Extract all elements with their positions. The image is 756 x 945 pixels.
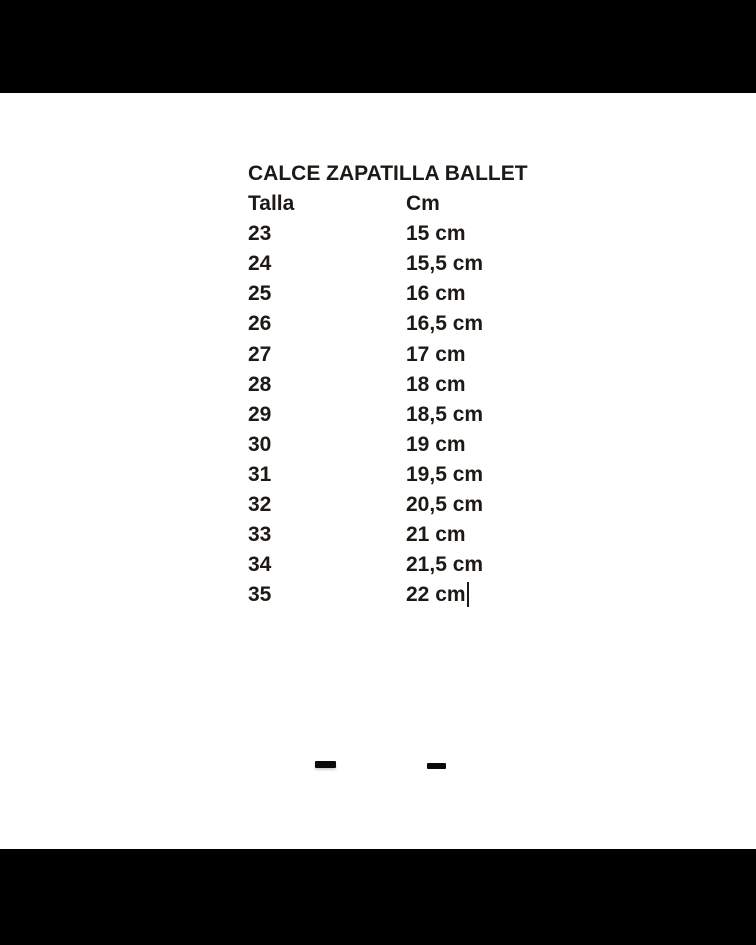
- talla-value: 31: [248, 462, 272, 486]
- table-row: [248, 249, 528, 279]
- talla-value: 34: [248, 553, 272, 577]
- column-header-talla: Talla: [248, 192, 295, 216]
- talla-value: 29: [248, 402, 272, 426]
- table-row: [248, 520, 528, 550]
- dash-mark-right: [427, 763, 446, 769]
- table-row: [248, 219, 528, 249]
- talla-value: 30: [248, 432, 272, 456]
- cm-value: 16,5 cm: [406, 312, 484, 336]
- talla-value: 27: [248, 342, 272, 366]
- size-chart-header-row: [248, 189, 528, 219]
- table-row: [248, 460, 528, 490]
- talla-value: 23: [248, 222, 272, 246]
- cm-value: 15 cm: [406, 222, 466, 246]
- table-row: [248, 370, 528, 400]
- talla-value: 32: [248, 493, 272, 517]
- cm-value: 15,5 cm: [406, 252, 484, 276]
- talla-value: 33: [248, 523, 272, 547]
- cm-value: 19 cm: [406, 432, 466, 456]
- letterbox-top-bar: [0, 0, 756, 93]
- table-row: [248, 550, 528, 580]
- cm-value: 17 cm: [406, 342, 466, 366]
- size-chart: [248, 159, 528, 610]
- cm-value: 21,5 cm: [406, 553, 484, 577]
- table-row: [248, 340, 528, 370]
- column-header-cm: Cm: [406, 192, 440, 216]
- talla-value: 35: [248, 583, 272, 607]
- talla-value: 28: [248, 372, 272, 396]
- cm-value: 18,5 cm: [406, 402, 484, 426]
- cm-value-text: 22 cm: [406, 583, 466, 607]
- table-row: [248, 309, 528, 339]
- talla-value: 25: [248, 282, 272, 306]
- size-chart-title: CALCE ZAPATILLA BALLET: [248, 162, 528, 185]
- cm-value: 19,5 cm: [406, 462, 484, 486]
- table-row: [248, 400, 528, 430]
- table-row: [248, 490, 528, 520]
- table-row: [248, 580, 528, 610]
- cm-value: 16 cm: [406, 282, 466, 306]
- text-cursor[interactable]: [467, 582, 469, 607]
- cm-value: 18 cm: [406, 372, 466, 396]
- talla-value: 24: [248, 252, 272, 276]
- talla-value: 26: [248, 312, 272, 336]
- table-row: [248, 279, 528, 309]
- cm-value: [406, 580, 469, 610]
- table-row: [248, 430, 528, 460]
- cm-value: 20,5 cm: [406, 493, 484, 517]
- document-area: [0, 93, 756, 849]
- dash-mark-left: [315, 761, 336, 768]
- cm-value: 21 cm: [406, 523, 466, 547]
- letterbox-bottom-bar: [0, 849, 756, 945]
